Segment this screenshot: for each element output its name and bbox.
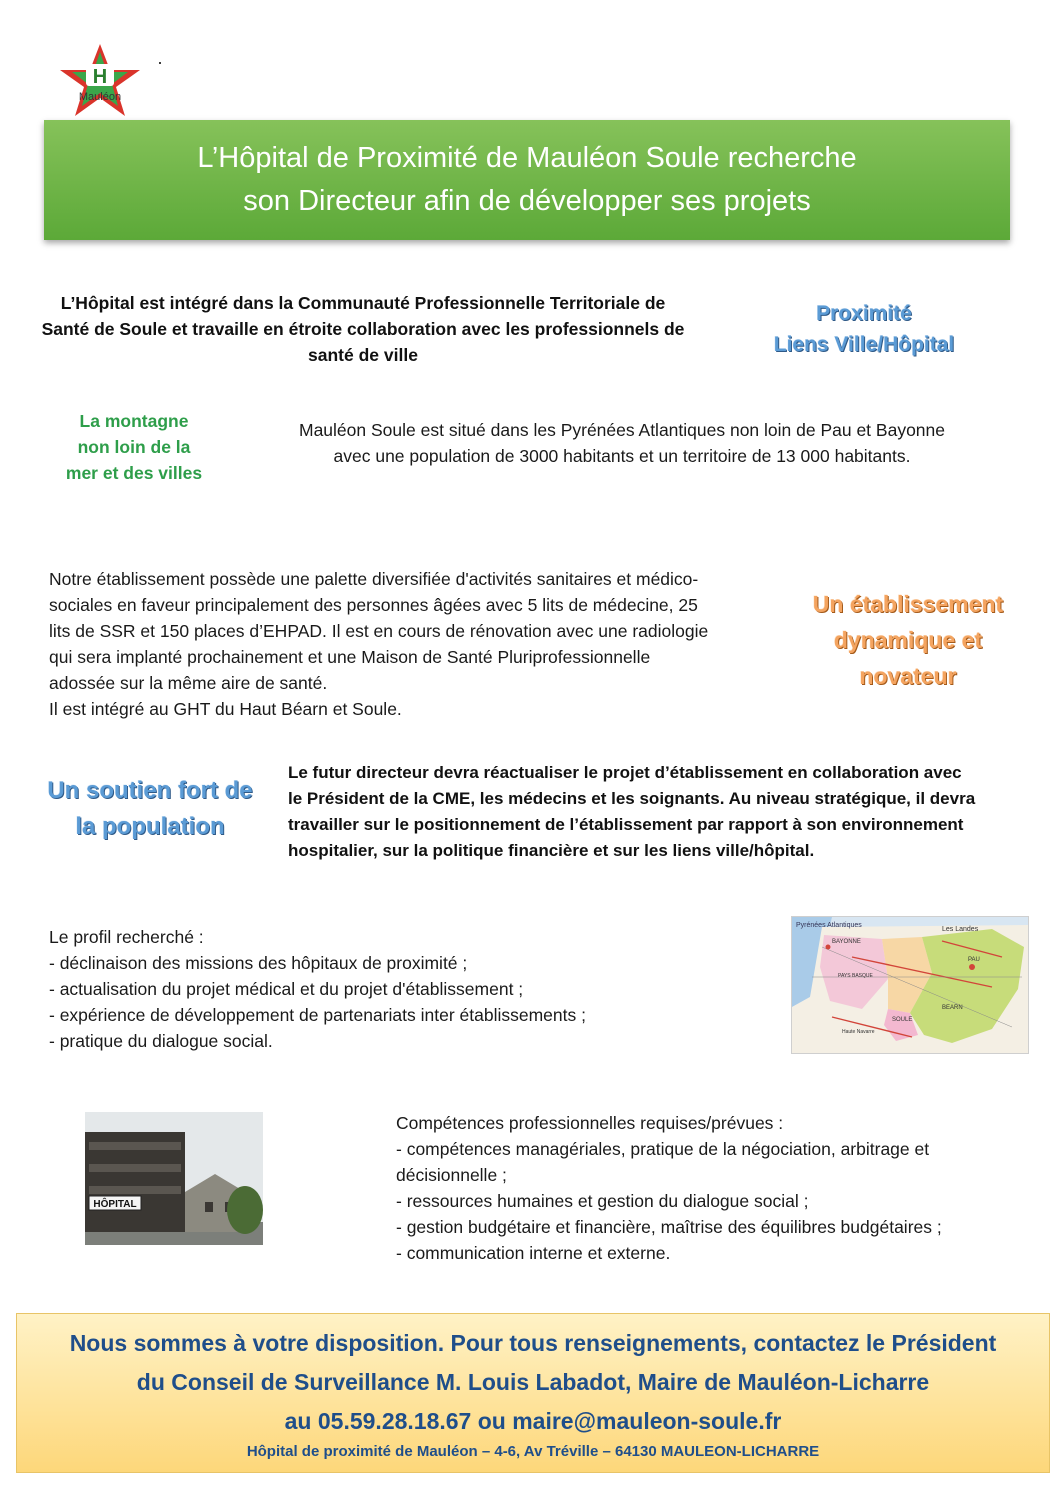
montagne-line: La montagne — [79, 411, 189, 431]
intro-paragraph — [22, 290, 704, 368]
footer-line-3[interactable]: au 05.59.28.18.67 ou maire@mauleon-soule.fr — [284, 1408, 782, 1434]
map-label: PAYS BASQUE — [838, 973, 873, 979]
soutien-heading — [30, 773, 270, 845]
intro-line: Santé de Soule et travaille en étroite collaboration avec les professionnels de — [41, 319, 685, 339]
map-label: Haute Navarre — [842, 1029, 875, 1035]
directeur-paragraph — [288, 760, 1038, 864]
proximite-line-1: Proximité — [816, 302, 912, 325]
map-label: SOULE — [892, 1017, 913, 1023]
intro-line: santé de ville — [308, 345, 418, 365]
montagne-line: mer et des villes — [65, 463, 203, 483]
profil-list — [49, 950, 749, 1054]
montagne-heading — [44, 408, 224, 486]
etablissement-paragraph — [49, 566, 789, 722]
logo-letter: H — [92, 66, 108, 88]
profil-item: - expérience de développement de partenariats inter établissements ; — [49, 1005, 586, 1025]
directeur-line: le Président de la CME, les médecins et les soignants. Au niveau stratégique, il devra — [288, 789, 976, 808]
stray-dot: · — [157, 52, 163, 72]
etablissement-line: adossée sur la même aire de santé. — [49, 673, 328, 693]
dynamique-heading — [790, 586, 1026, 694]
map-label: PAU — [968, 957, 980, 963]
directeur-line: travailler sur le positionnement de l’établissement par rapport à son environnement — [288, 815, 964, 834]
competences-item: décisionnelle ; — [396, 1165, 507, 1185]
banner-line-2: son Directeur afin de développer ses projets — [243, 185, 811, 217]
soutien-line: la population — [75, 813, 225, 840]
map-label: BEARN — [942, 1005, 963, 1011]
soutien-line: Un soutien fort de — [47, 777, 253, 804]
location-line: avec une population de 3000 habitants et un territoire de 13 000 habitants. — [333, 446, 911, 466]
footer-address: Hôpital de proximité de Mauléon – 4-6, Av Tréville – 64130 MAULEON-LICHARRE — [246, 1443, 820, 1460]
etablissement-line: lits de SSR et 150 places d’EHPAD. Il est en cours de rénovation avec une radiologie — [49, 621, 709, 641]
competences-item: - gestion budgétaire et financière, maîtrise des équilibres budgétaires ; — [396, 1217, 942, 1237]
etablissement-line: sociales en faveur principalement des personnes âgées avec 5 lits de médecine, 25 — [49, 595, 698, 615]
proximite-line-2: Liens Ville/Hôpital — [773, 333, 955, 356]
logo-caption: Mauléon — [78, 91, 122, 103]
intro-line: L’Hôpital est intégré dans la Communauté Professionnelle Territoriale de — [60, 293, 666, 313]
competences-title: Compétences professionnelles requises/prévues : — [396, 1113, 784, 1133]
hospital-photo — [85, 1112, 263, 1245]
competences-item: - compétences managériales, pratique de la négociation, arbitrage et — [396, 1139, 930, 1159]
profil-section — [49, 924, 749, 1054]
dynamique-line: Un établissement — [812, 591, 1004, 617]
dynamique-line: dynamique et — [833, 627, 983, 653]
location-paragraph — [250, 417, 994, 469]
competences-item: - ressources humaines et gestion du dialogue social ; — [396, 1191, 809, 1211]
hospital-logo — [56, 42, 144, 120]
title-banner — [44, 120, 1010, 240]
etablissement-line: qui sera implanté prochainement et une Maison de Santé Pluriprofessionnelle — [49, 647, 651, 667]
profil-item: - pratique du dialogue social. — [49, 1031, 273, 1051]
footer-line-2: du Conseil de Surveillance M. Louis Labadot, Maire de Mauléon-Licharre — [136, 1369, 930, 1395]
banner-line-1: L’Hôpital de Proximité de Mauléon Soule recherche — [197, 142, 857, 174]
dynamique-line: novateur — [859, 663, 957, 689]
contact-footer — [16, 1313, 1050, 1473]
footer-line-1: Nous sommes à votre disposition. Pour tous renseignements, contactez le Président — [69, 1330, 997, 1356]
profil-title: Le profil recherché : — [49, 927, 204, 947]
montagne-line: non loin de la — [77, 437, 191, 457]
region-map — [791, 916, 1029, 1054]
directeur-line: hospitalier, sur la politique financière et sur les liens ville/hôpital. — [288, 841, 815, 860]
location-line: Mauléon Soule est situé dans les Pyrénées Atlantiques non loin de Pau et Bayonne — [299, 420, 945, 440]
competences-list — [396, 1136, 1036, 1266]
etablissement-line: Notre établissement possède une palette diversifiée d'activités sanitaires et médico- — [49, 569, 699, 589]
map-label: Les Landes — [942, 926, 979, 933]
profil-item: - déclinaison des missions des hôpitaux de proximité ; — [49, 953, 468, 973]
etablissement-line: Il est intégré au GHT du Haut Béarn et Soule. — [49, 699, 402, 719]
competences-section — [396, 1110, 1036, 1266]
profil-item: - actualisation du projet médical et du projet d'établissement ; — [49, 979, 524, 999]
map-label: BAYONNE — [832, 939, 861, 945]
map-label: Pyrénées Atlantiques — [796, 922, 862, 929]
competences-item: - communication interne et externe. — [396, 1243, 671, 1263]
directeur-line: Le futur directeur devra réactualiser le projet d’établissement en collaboration avec — [288, 763, 962, 782]
proximite-heading — [748, 298, 980, 360]
photo-sign: HÔPITAL — [93, 1199, 137, 1210]
